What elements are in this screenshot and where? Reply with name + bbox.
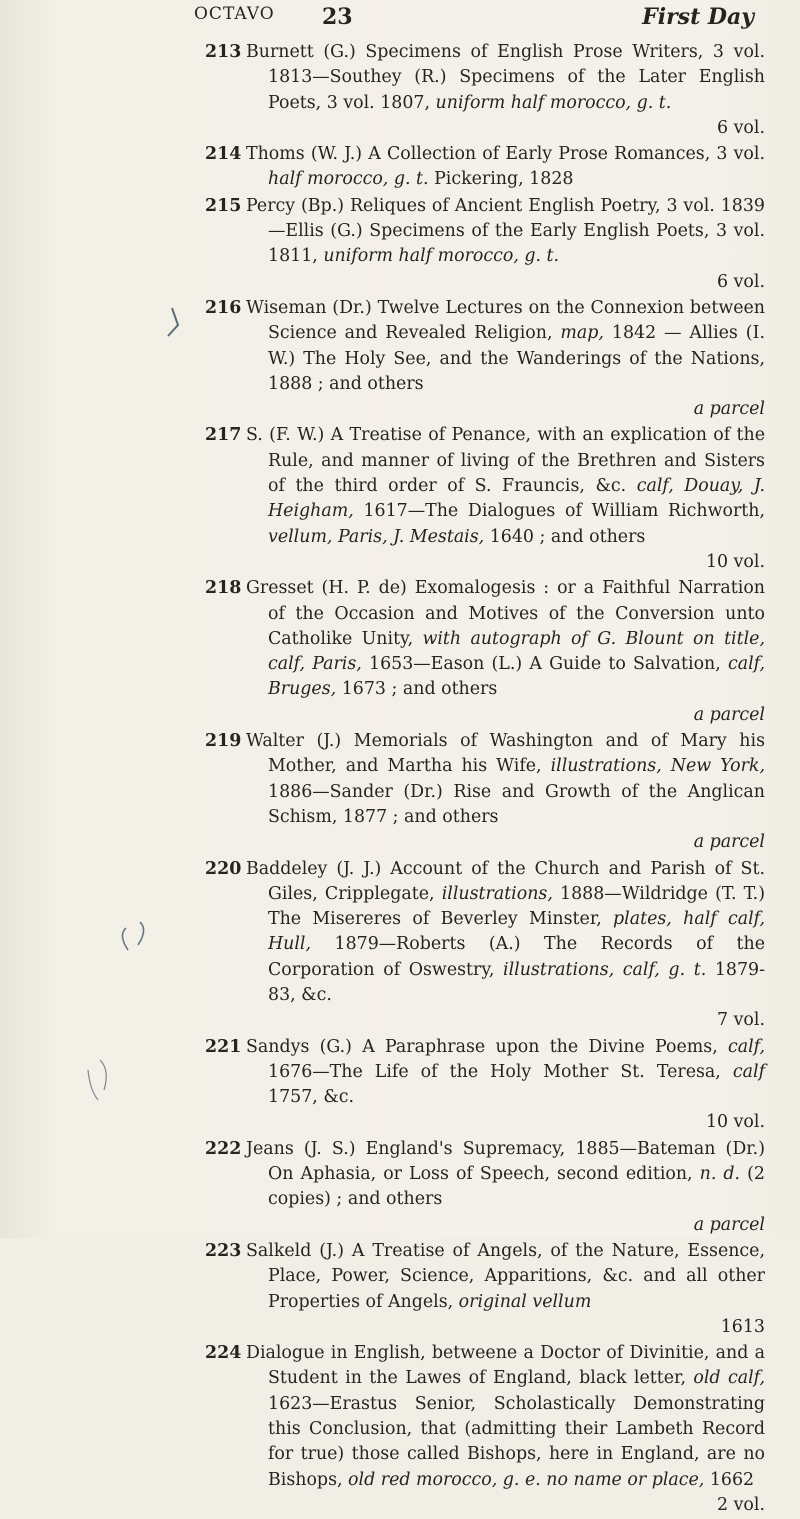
entry-number: 217 <box>205 425 242 446</box>
entry-text: Dialogue in English, betweene a Doctor of Divinitie, and a Student in the Lawes of England, black letter, <box>246 1343 765 1389</box>
entry-number: 224 <box>205 1343 242 1364</box>
entry-binding: old calf, <box>685 1368 765 1389</box>
entry-text: Gresset (H. P. de) Exomalogesis : or a Faithful Narration of the Occasion and Motives of the Conversion unto Catholike Unity, <box>246 578 765 649</box>
entry-223 <box>205 1239 765 1340</box>
entry-binding-2: plates, half calf, Hull, <box>268 909 765 955</box>
entry-222 <box>205 1137 765 1238</box>
entry-volumes: 6 vol. <box>717 117 765 138</box>
entry-218 <box>205 576 765 728</box>
entry-volumes: 10 vol. <box>705 551 765 572</box>
entry-number: 220 <box>205 858 242 879</box>
entry-imprint-2: 1879—Roberts (A.) The Records of the Corporation of Oswestry, <box>268 934 765 980</box>
entry-binding: map, <box>552 323 604 344</box>
entry-imprint: 1888—Wildridge (T. T.) The Misereres of Beverley Minster, <box>268 883 765 930</box>
entry-volumes: 1613 <box>720 1316 765 1337</box>
entry-binding: half morocco, g. t. <box>268 169 429 190</box>
entry-221 <box>205 1035 765 1136</box>
catalogue-entries <box>205 40 765 1519</box>
entry-volumes: 7 vol. <box>717 1010 765 1031</box>
entry-binding: uniform half morocco, g. t. <box>317 246 560 267</box>
entry-imprint: 1653—Eason (L.) A Guide to Salvation, <box>361 654 721 675</box>
entry-binding-3: illustrations, calf, g. t. <box>494 959 707 980</box>
entry-number: 223 <box>205 1240 242 1261</box>
entry-213 <box>205 40 765 141</box>
entry-binding: original vellum <box>453 1291 592 1312</box>
entry-number: 214 <box>205 144 242 165</box>
header-format: OCTAVO <box>194 4 275 24</box>
entry-imprint-3: 1879-83, &c. <box>268 959 765 1005</box>
entry-number: 221 <box>205 1036 242 1057</box>
page-header <box>194 4 754 34</box>
entry-text: Wiseman (Dr.) Twelve Lectures on the Connexion between Science and Revealed Religion, <box>246 297 765 344</box>
entry-217 <box>205 423 765 575</box>
entry-volumes: a parcel <box>693 1214 765 1235</box>
entry-text: Percy (Bp.) Reliques of Ancient English Poetry, 3 vol. 1839—Ellis (G.) Specimens of the Early English Poets, 3 vol. 1811, <box>246 195 765 267</box>
entry-binding-2: calf <box>720 1061 766 1082</box>
entry-binding: n. d. <box>692 1164 741 1185</box>
entry-imprint: 1886—Sander (Dr.) Rise and Growth of the Anglican Schism, 1877 ; and others <box>268 781 765 827</box>
entry-number: 219 <box>205 731 242 752</box>
entry-text: Baddeley (J. J.) Account of the Church and Parish of St. Giles, Cripplegate, <box>246 858 765 904</box>
entry-224 <box>205 1341 765 1518</box>
entry-216 <box>205 296 765 422</box>
entry-214 <box>205 142 765 193</box>
entry-219 <box>205 729 765 855</box>
entry-imprint: (2 copies) ; and others <box>268 1164 765 1210</box>
entry-imprint: 1842 — Allies (I. W.) The Holy See, and the Wanderings of the Nations, 1888 ; and others <box>268 323 765 394</box>
entry-imprint: 1676—The Life of the Holy Mother St. Teresa, <box>268 1061 721 1082</box>
entry-imprint-2: 1673 ; and others <box>336 679 498 700</box>
entry-volumes: 10 vol. <box>705 1112 765 1133</box>
entry-number: 222 <box>205 1138 242 1159</box>
entry-volumes: 6 vol. <box>717 271 765 292</box>
entry-imprint-2: 1757, &c. <box>268 1087 355 1108</box>
entry-binding-2: vellum, Paris, J. Mestais, <box>268 526 485 547</box>
page-number: 23 <box>322 4 353 30</box>
entry-binding: illustrations, <box>434 883 553 904</box>
entry-volumes: a parcel <box>693 832 765 853</box>
entry-text: Thoms (W. J.) A Collection of Early Prose Romances, 3 vol. <box>246 144 765 165</box>
entry-imprint: 1617—The Dialogues of William Richworth, <box>353 501 765 522</box>
entry-number: 215 <box>205 195 242 216</box>
entry-binding: calf, <box>717 1036 765 1057</box>
entry-imprint: Pickering, 1828 <box>428 169 574 190</box>
entry-text: Jeans (J. S.) England's Supremacy, 1885—Bateman (Dr.) On Aphasia, or Loss of Speech, second edition, <box>246 1138 765 1185</box>
entry-imprint: 1623—Erastus Senior, Scholastically Demonstrating this Conclusion, that (admitting their Lambeth Record for true) those called Bishops, here in England, are no Bishops, <box>268 1393 765 1490</box>
entry-volumes: a parcel <box>693 704 765 725</box>
margin-pencil-marks <box>0 0 200 1238</box>
entry-220 <box>205 857 765 1034</box>
entry-number: 213 <box>205 42 242 62</box>
entry-text: Burnett (G.) Specimens of English Prose Writers, 3 vol. 1813—Southey (R.) Specimens of the Later English Poets, 3 vol. 1807, <box>246 42 765 113</box>
header-day: First Day <box>642 4 754 30</box>
entry-binding-2: old red morocco, g. e. no name or place, <box>342 1469 705 1490</box>
entry-binding: with autograph of G. Blount on title, calf, Paris, <box>268 628 765 675</box>
entry-text: Walter (J.) Memorials of Washington and of Mary his Mother, and Martha his Wife, <box>246 731 765 777</box>
entry-number: 216 <box>205 297 242 318</box>
entry-binding: illustrations, New York, <box>541 756 765 777</box>
entry-text: Sandys (G.) A Paraphrase upon the Divine Poems, <box>246 1036 718 1057</box>
entry-imprint-2: 1640 ; and others <box>484 526 646 547</box>
entry-volumes: a parcel <box>693 399 765 420</box>
entry-number: 218 <box>205 578 242 599</box>
entry-imprint-2: 1662 <box>704 1469 755 1490</box>
entry-215 <box>205 194 765 295</box>
entry-binding: calf, Douay, J. Heigham, <box>268 476 765 522</box>
entry-text: Salkeld (J.) A Treatise of Angels, of the Nature, Essence, Place, Power, Science, Apparitions, &c. and all other Properties of Angels, <box>246 1240 765 1312</box>
entry-binding-2: calf, Bruges, <box>268 654 765 700</box>
entry-text: S. (F. W.) A Treatise of Penance, with an explication of the Rule, and manner of living of the Brethren and Sisters of the third order of S. Frauncis, &c. <box>246 425 765 497</box>
entry-binding: uniform half morocco, g. t. <box>430 92 672 113</box>
entry-volumes: 2 vol. <box>717 1494 765 1515</box>
